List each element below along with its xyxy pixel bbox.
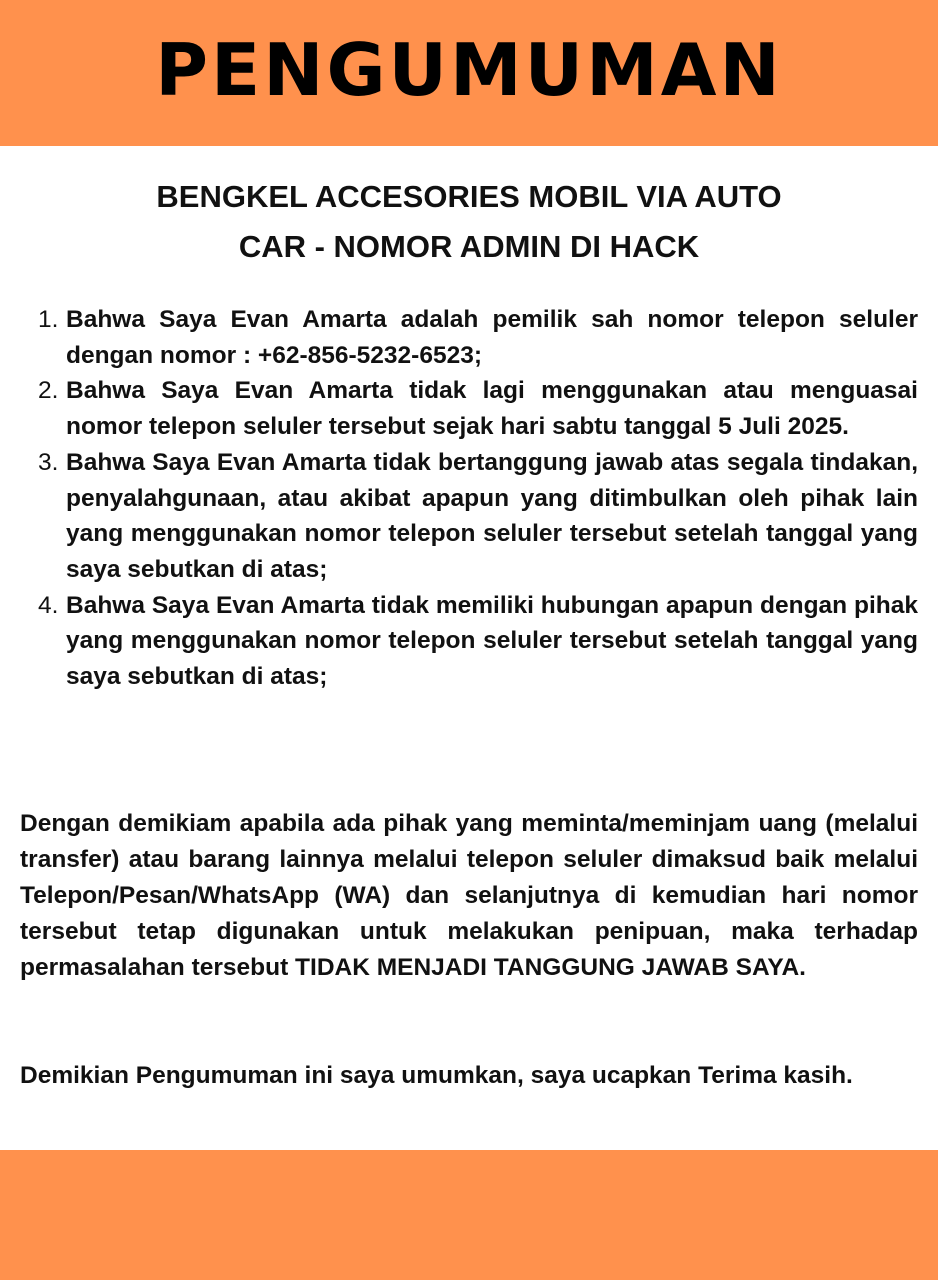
page-title: PENGUMUMAN bbox=[155, 28, 783, 112]
list-item bbox=[30, 445, 918, 588]
closing-paragraph: Demikian Pengumuman ini saya umumkan, saya ucapkan Terima kasih. bbox=[20, 1062, 853, 1089]
subtitle-line-2: CAR - NOMOR ADMIN DI HACK bbox=[238, 229, 700, 264]
list-item-number: 3. bbox=[38, 448, 59, 476]
statement-list bbox=[30, 302, 918, 695]
list-item-number: 1. bbox=[38, 306, 59, 333]
list-item-text: Bahwa Saya Evan Amarta tidak bertanggung jawab atas segala tindakan, penyalahgunaan, atau akibat apapun yang ditimbulkan oleh pihak lain yang menggunakan nomor telepon seluler tersebut setelah tanggal yang saya sebutkan di atas; bbox=[66, 448, 918, 583]
announcement-subtitle bbox=[60, 172, 878, 272]
list-item bbox=[30, 588, 918, 695]
list-item-number: 2. bbox=[38, 377, 59, 405]
disclaimer-paragraph: Dengan demikiam apabila ada pihak yang meminta/meminjam uang (melalui transfer) atau barang lainnya melalui telepon seluler dimaksud baik melalui Telepon/Pesan/WhatsApp (WA) dan selanjutnya di kemudian hari nomor tersebut tetap digunakan untuk melakukan penipuan, maka terhadap permasalahan tersebut TIDAK MENJADI TANGGUNG JAWAB SAYA. bbox=[20, 810, 918, 981]
list-item-number: 4. bbox=[38, 591, 59, 619]
list-item-text: Bahwa Saya Evan Amarta tidak lagi menggunakan atau menguasai nomor telepon seluler tersebut sejak hari sabtu tanggal 5 Juli 2025. bbox=[66, 377, 918, 441]
header-band bbox=[0, 0, 938, 146]
announcement-body bbox=[0, 146, 938, 1150]
subtitle-line-1: BENGKEL ACCESORIES MOBIL VIA AUTO bbox=[156, 179, 782, 214]
list-item-text: Bahwa Saya Evan Amarta adalah pemilik sah nomor telepon seluler dengan nomor : +62-856-5232-6523; bbox=[66, 306, 918, 369]
list-item-text: Bahwa Saya Evan Amarta tidak memiliki hubungan apapun dengan pihak yang menggunakan nomor telepon seluler tersebut setelah tanggal yang saya sebutkan di atas; bbox=[66, 591, 918, 691]
list-item bbox=[30, 302, 918, 373]
footer-band bbox=[0, 1150, 938, 1280]
list-item bbox=[30, 373, 918, 444]
